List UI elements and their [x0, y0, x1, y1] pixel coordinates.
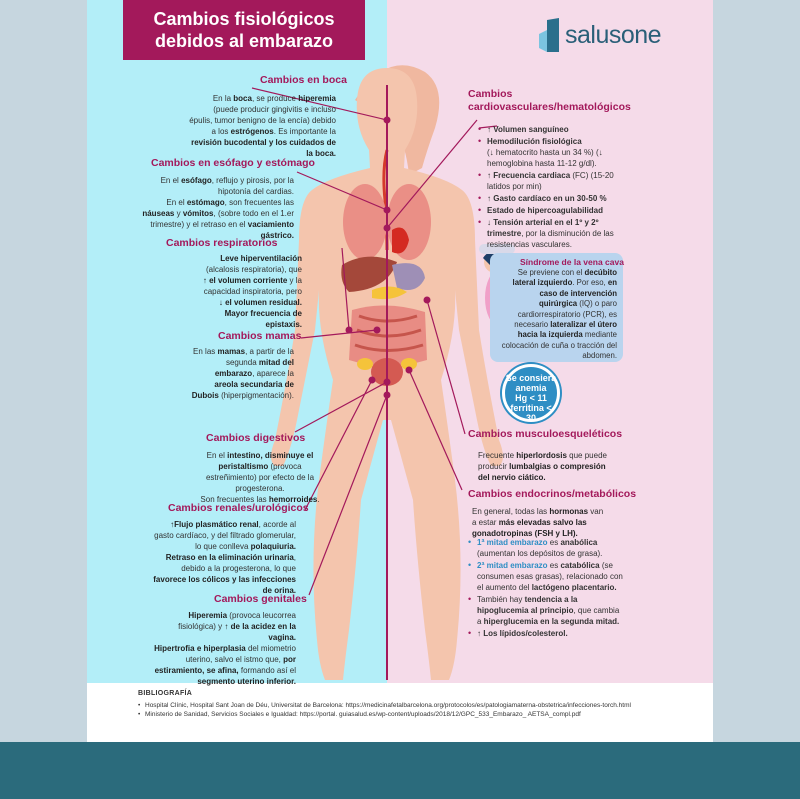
endocrino-item: • 2ª mitad embarazo es catabólica (se consumen esas grasas), relacionado con el aumento del lactógeno placentario. — [468, 560, 624, 593]
section-title-endocrino: Cambios endocrinos/metabólicos — [468, 488, 637, 500]
section-title-cardio: Cambios cardiovasculares/hematológicos — [468, 88, 631, 113]
section-text-boca: En la boca, se produce hiperemia (puede producir gingivitis e incluso épulis, tumor benigno de la encía) debido a los estrógenos. Es importante la revisión bucodental y los cuidados de la boca. — [189, 94, 336, 158]
section-text-renales: ↑Flujo plasmático renal, acorde al gasto cardíaco, y del filtrado glomerular, lo que conlleva polaquiuria. Retraso en la eliminación urinaria, debido a la progesterona, lo que favorece los cólicos y las infecciones de orina. — [153, 520, 296, 595]
cardio-item: • ↑ Volumen sanguíneo — [478, 124, 620, 135]
logo-text: salusone — [565, 20, 662, 49]
section-title-respiratorios: Cambios respiratorios — [166, 237, 278, 249]
cardio-item: • ↓ Tensión arterial en el 1º y 2º trimestre, por la disminución de las resistencias vasculares. — [478, 217, 620, 250]
section-text-digestivos: En el intestino, disminuye el peristaltismo (provoca estreñimiento) por efecto de la progesterona. Son frecuentes las hemorroides. — [200, 451, 320, 504]
vena-cava-text: Se previene con el decúbito lateral izquierdo. Por eso, en caso de intervención quirúrgica (IQ) o paro cardiorrespiratorio (PCR), es necesario lateralizar el útero hacia la izquierda mediante colocación de cuña o tracción del abdomen. — [501, 268, 617, 361]
bibliography-title: BIBLIOGRAFÍA — [138, 690, 193, 697]
endocrino-item: • 1ª mitad embarazo es anabólica (aumentan los depósitos de grasa). — [468, 537, 624, 559]
section-text-endocrino: En general, todas las hormonas van a estar más elevadas salvo las gonadotropinas (FSH y LH). — [472, 507, 604, 538]
section-text-esofago: En el esófago, reflujo y pirosis, por la hipotonía del cardias. En el estómago, son frecuentes las náuseas y vómitos, (sobre todo en el 1.er trimestre) y el retraso en el vaciamiento gástrico. — [142, 176, 294, 240]
section-title-genitales: Cambios genitales — [214, 593, 307, 605]
title-banner — [123, 0, 365, 60]
title-line-1: Cambios fisiológicos — [153, 9, 335, 29]
section-title-renales: Cambios renales/urológicos — [168, 502, 309, 514]
endocrino-item: • También hay tendencia a la hipoglucemia al principio, que cambia a hiperglucemia en la segunda mitad. — [468, 594, 624, 627]
endocrino-item: • ↑ Los lípidos/colesterol. — [468, 628, 624, 639]
left-lung-shape — [343, 184, 387, 260]
logo-mark-icon — [539, 18, 561, 52]
endocrino-list — [468, 537, 624, 640]
section-title-mamas: Cambios mamas — [218, 330, 302, 342]
cardio-item: • Hemodilución fisiológica (↓ hematocrito hasta un 34 %) (↓ hemoglobina hasta 11-12 g/dl). — [478, 136, 620, 169]
section-text-respiratorios: Leve hiperventilación (alcalosis respiratoria), que ↑ el volumen corriente y la capacidad inspiratoria, pero ↓ el volumen residual. Mayor frecuencia de epistaxis. — [202, 254, 302, 329]
cardio-list — [478, 124, 620, 251]
section-text-genitales: Hiperemia (provoca leucorrea fisiológica) y ↑ de la acidez en la vagina. Hipertrofia e hiperplasia del miometrio uterino, salvo el istmo que, por estiramiento, se afina, formando así el segmento uterino inferior. — [154, 611, 296, 686]
salusone-logo — [539, 18, 661, 52]
vena-cava-title: Síndrome de la vena cava — [520, 257, 624, 267]
cardio-item: • Estado de hipercoagulabilidad — [478, 205, 620, 216]
bibliography-item: • Hospital Clínic, Hospital Sant Joan de Déu, Universitat de Barcelona: https://medicinafetalbarcelona.org/protocolos/es/patologiamaterna-obstetrica/infecciones-torch.html — [138, 701, 658, 710]
title-line-2: debidos al embarazo — [154, 31, 334, 51]
section-title-boca: Cambios en boca — [260, 74, 347, 86]
bibliography-list — [138, 701, 658, 719]
section-title-esofago: Cambios en esófago y estómago — [151, 157, 315, 169]
section-text-musculo: Frecuente hiperlordosis que puede producir lumbalgias o compresión del nervio ciático. — [478, 451, 607, 482]
cardio-item: • ↑ Frecuencia cardiaca (FC) (15-20 latidos por min) — [478, 170, 620, 192]
footer-band — [0, 742, 800, 799]
bibliography-item: • Ministerio de Sanidad, Servicios Sociales e Igualdad: https://portal. guiasalud.es/wp-content/uploads/2018/12/GPC_533_Embarazo_ AETSA_compl.pdf — [138, 710, 658, 719]
cardio-item: • ↑ Gasto cardíaco en un 30-50 % — [478, 193, 620, 204]
anemia-badge: Se consiera anemia Hg < 11 ferritina < 30 — [502, 364, 560, 422]
section-title-digestivos: Cambios digestivos — [206, 432, 306, 444]
section-title-musculo: Cambios musculoesqueléticos — [468, 428, 623, 440]
section-text-mamas: En las mamas, a partir de la segunda mitad del embarazo, aparece la areola secundaria de Dubois (hiperpigmentación). — [191, 347, 294, 400]
